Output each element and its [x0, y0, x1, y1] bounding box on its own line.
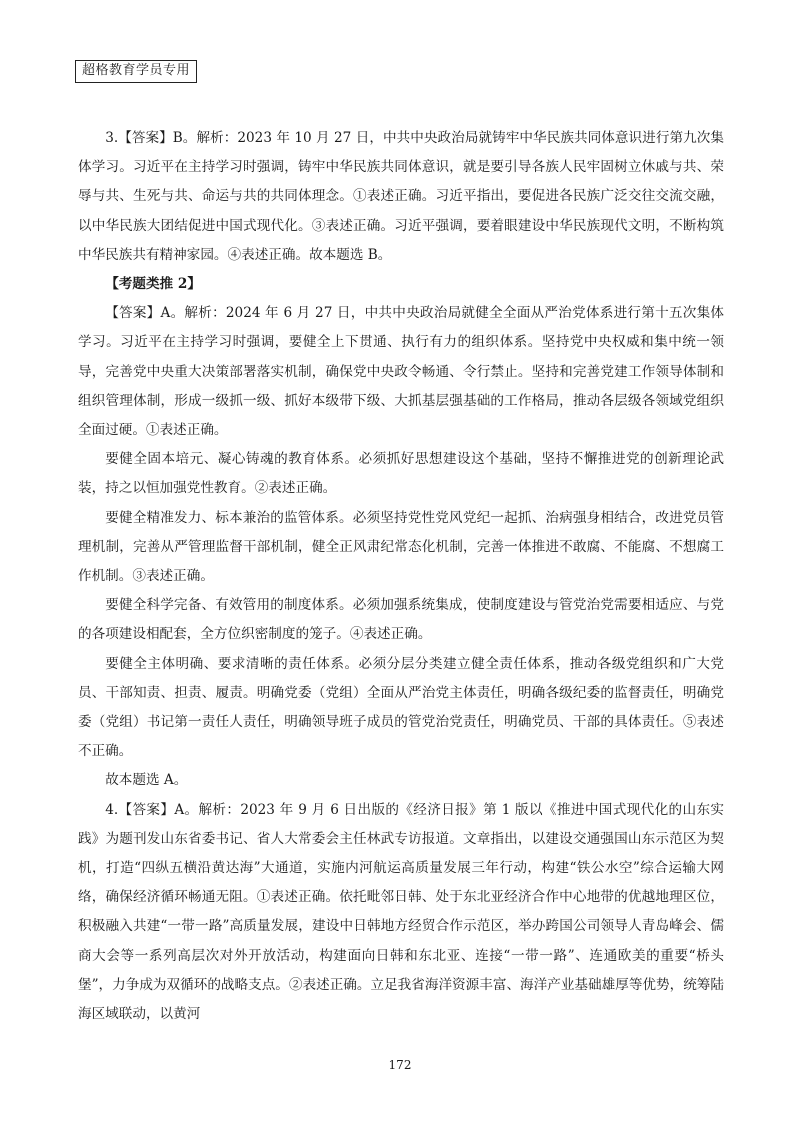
paragraph-responsibility-system: 要健全主体明确、要求清晰的责任体系。必须分层分类建立健全责任体系，推动各级党组织和广大党员、干部知责、担责、履责。明确党委（党组）全面从严治党主体责任，明确各级纪委的监督责任，明确党委（党组）书记第一责任人责任，明确领导班子成员的管党治党责任，明确党员、干部的具体责任。⑤表述不正确。: [78, 655, 724, 760]
paragraph-conclusion: 故本题选 A。: [105, 772, 188, 789]
paragraph-institutional-system: 要健全科学完备、有效管用的制度体系。必须加强系统集成，使制度建设与管党治党需要相适应、与党的各项建设相配套，全方位织密制度的笼子。④表述正确。: [78, 597, 724, 643]
paragraph-q4-answer: 4.【答案】A。解析：2023 年 9 月 6 日出版的《经济日报》第 1 版以《推进中国式现代化的山东实践》为题刊发山东省委书记、省人大常委会主任林武专访报道。文章指出，以建设交通强国山东示范区为契机，打造“四纵五横沿黄达海”大通道，实施内河航运高质量发展三年行动，构建“铁公水空”综合运输大网络，确保经济循环畅通无阻。①表述正确。依托毗邻日韩、处于东北亚经济合作中心地带的优越地理区位，积极融入共建“一带一路”高质量发展，建设中日韩地方经贸合作示范区，举办跨国公司领导人青岛峰会、儒商大会等一系列高层次对外开放活动，构建面向日韩和东北亚、连接“一带一路”、连通欧美的重要“桥头堡”，力争成为双循环的战略支点。②表述正确。立足我省海洋资源丰富、海洋产业基础雄厚等优势，统筹陆海区域联动，以黄河: [78, 801, 724, 1023]
paragraph-education-system: 要健全固本培元、凝心铸魂的教育体系。必须抓好思想建设这个基础，坚持不懈推进党的创新理论武装，持之以恒加强党性教育。②表述正确。: [78, 451, 724, 497]
page-number: 172: [388, 1058, 412, 1072]
paragraph-q3-answer: 3.【答案】B。解析：2023 年 10 月 27 日，中共中央政治局就铸牢中华民族共同体意识进行第九次集体学习。习近平在主持学习时强调，铸牢中华民族共同体意识，就是要引导各族人民牢固树立休戚与共、荣辱与共、生死与共、命运与共的共同体理念。①表述正确。习近平指出，要促进各民族广泛交往交流交融，以中华民族大团结促进中国式现代化。③表述正确。习近平强调，要着眼建设中华民族现代文明，不断构筑中华民族共有精神家园。④表述正确。故本题选 B。: [78, 130, 724, 263]
header-label: 超格教育学员专用: [75, 60, 197, 83]
paragraph-supervision-system: 要健全精准发力、标本兼治的监管体系。必须坚持党性党风党纪一起抓、治病强身相结合，改进党员管理机制，完善从严管理监督干部机制，健全正风肃纪常态化机制，完善一体推进不敢腐、不能腐、不想腐工作机制。③表述正确。: [78, 509, 724, 585]
document-body: [78, 124, 724, 1029]
paragraph-analogy-answer: 【答案】A。解析：2024 年 6 月 27 日，中共中央政治局就健全全面从严治党体系进行第十五次集体学习。习近平在主持学习时强调，要健全上下贯通、执行有力的组织体系。坚持党中央权威和集中统一领导，完善党中央重大决策部署落实机制，确保党中央政令畅通、令行禁止。坚持和完善党建工作领导体制和组织管理体制，形成一级抓一级、抓好本级带下级、大抓基层强基础的工作格局，推动各层级各领域党组织全面过硬。①表述正确。: [78, 305, 724, 439]
section-heading: 【考题类推 2】: [105, 276, 201, 293]
